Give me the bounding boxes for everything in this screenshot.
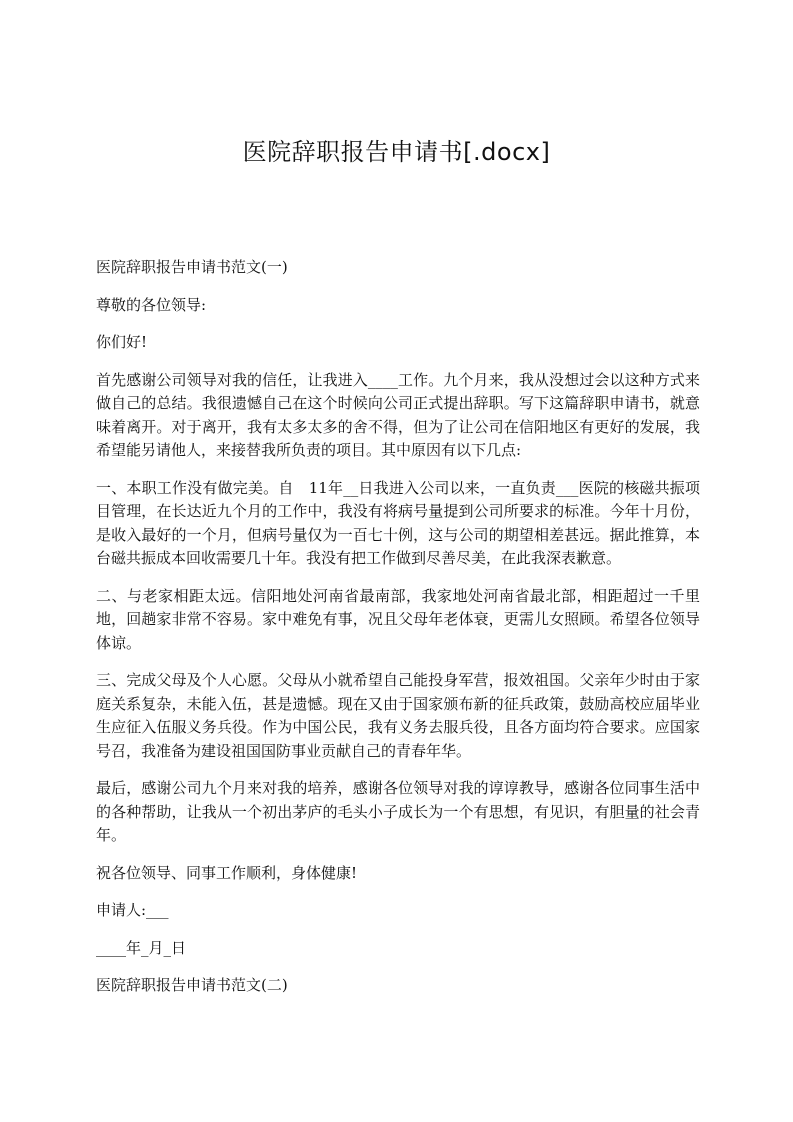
greeting: 你们好!: [96, 333, 148, 351]
wishes-line: 祝各位领导、同事工作顺利，身体健康!: [96, 863, 358, 882]
section-heading-1: 医院辞职报告申请书范文(一): [96, 258, 288, 276]
closing-paragraph: 最后，感谢公司九个月来对我的培养，感谢各位领导对我的谆谆教导，感谢各位同事生活中的各种帮助，让我从一个初出茅庐的毛头小子成长为一个有思想，有见识，有胆量的社会青年。: [96, 779, 700, 844]
document-title: 医院辞职报告申请书[.docx]: [242, 138, 551, 166]
reason-3-paragraph: 三、完成父母及个人心愿。父母从小就希望自己能投身军营，报效祖国。父亲年少时由于家庭关系复杂，未能入伍，甚是遗憾。现在又由于国家颁布新的征兵政策，鼓励高校应届毕业生应征入伍服义务兵役。作为中国公民，我有义务去服兵役，且各方面均符合要求。应国家号召，我准备为建设祖国国防事业贡献自己的青春年华。: [96, 671, 700, 760]
reason-2-paragraph: 二、与老家相距太远。信阳地处河南省最南部，我家地处河南省最北部，相距超过一千里地，回趟家非常不容易。家中难免有事，况且父母年老体衰，更需儿女照顾。希望各位领导体谅。: [96, 586, 700, 652]
salutation: 尊敬的各位领导:: [96, 295, 207, 314]
date-line: ____年_月_日: [96, 938, 187, 957]
applicant-line: 申请人:___: [96, 901, 169, 919]
section-heading-2: 医院辞职报告申请书范文(二): [96, 976, 288, 994]
reason-1-paragraph: 一、本职工作没有做完美。自 11年__日我进入公司以来，一直负责___医院的核磁共振项目管理，在长达近九个月的工作中，我没有将病号量提到公司所要求的标准。今年十月份，是收入最好的一个月，但病号量仅为一百七十例，这与公司的期望相差甚远。据此推算，本台磁共振成本回收需要几十年。我没有把工作做到尽善尽美，在此我深表歉意。: [96, 478, 700, 567]
document-body: [96, 256, 700, 1012]
intro-paragraph: 首先感谢公司领导对我的信任，让我进入____工作。九个月来，我从没想过会以这种方式来做自己的总结。我很遗憾自己在这个时候向公司正式提出辞职。写下这篇辞职申请书，就意味着离开。对于离开，我有太多太多的舍不得，但为了让公司在信阳地区有更好的发展，我希望能另请他人，来接替我所负责的项目。其中原因有以下几点:: [96, 370, 700, 459]
